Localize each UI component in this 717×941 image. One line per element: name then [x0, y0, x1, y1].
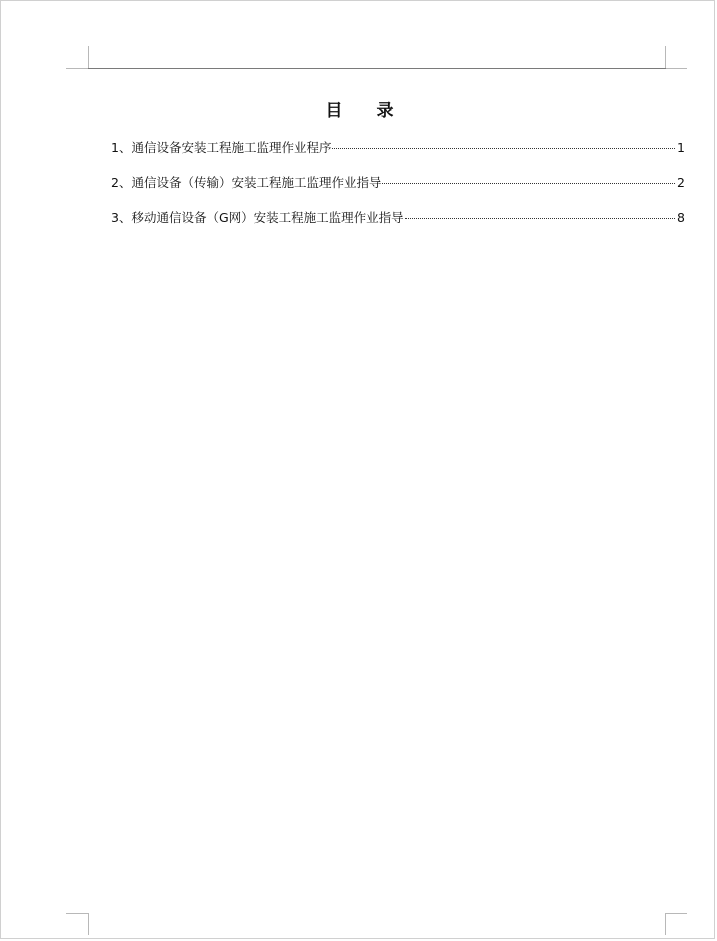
- toc-entry-text: 1、通信设备安装工程施工监理作业程序: [111, 140, 332, 155]
- toc-dot-leader: [332, 148, 675, 149]
- toc-entry[interactable]: [111, 208, 685, 243]
- toc-entry[interactable]: [111, 173, 685, 208]
- toc-entry-page: 2: [677, 175, 685, 190]
- toc-entry-text: 3、移动通信设备（G网）安装工程施工监理作业指导: [111, 210, 404, 225]
- toc-list: [111, 138, 685, 243]
- header-rule: [88, 68, 666, 69]
- toc-dot-leader: [405, 218, 675, 219]
- toc-title: 目 录: [325, 101, 408, 121]
- toc-entry-text: 2、通信设备（传输）安装工程施工监理作业指导: [111, 175, 382, 190]
- toc-dot-leader: [382, 183, 675, 184]
- toc-entry[interactable]: [111, 138, 685, 173]
- toc-entry-page: 1: [677, 140, 685, 155]
- toc-entry-page: 8: [677, 210, 685, 225]
